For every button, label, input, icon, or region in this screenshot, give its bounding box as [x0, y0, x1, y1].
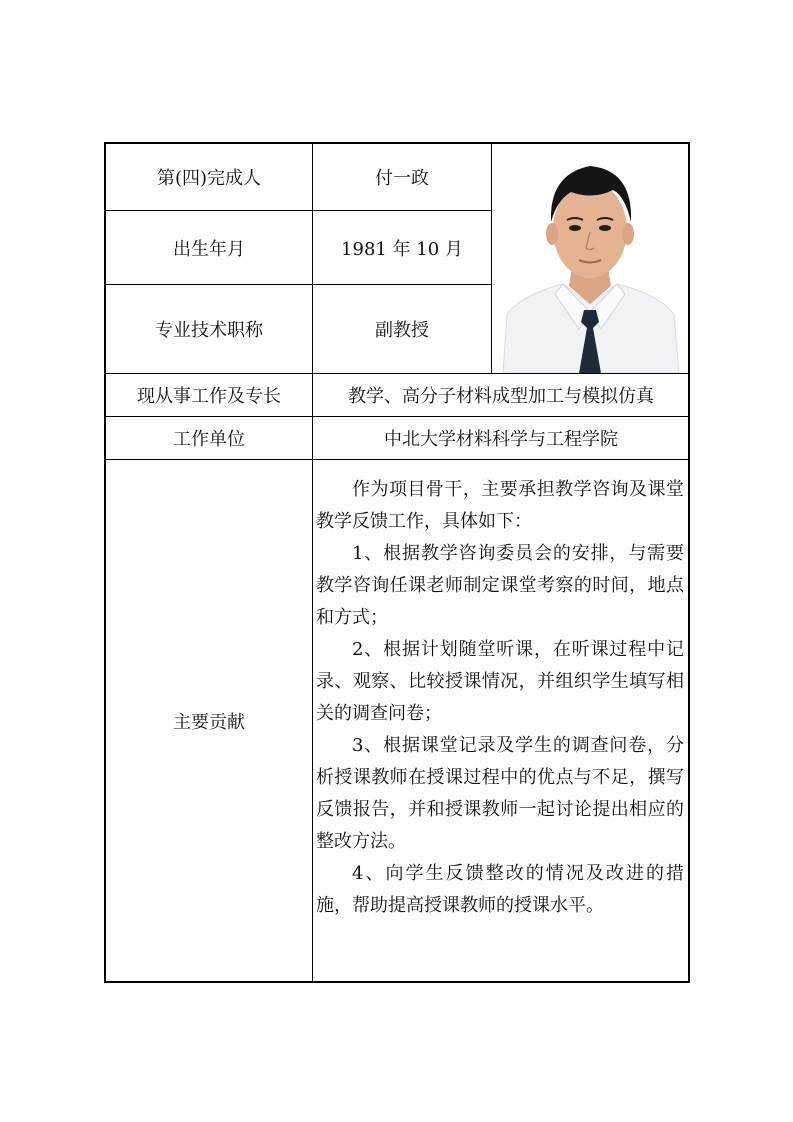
work-value: 教学、高分子材料成型加工与模拟仿真 [348, 386, 654, 407]
table-divider [491, 143, 492, 374]
birth-label: 出生年月 [173, 238, 245, 260]
contribution-paragraph: 4、向学生反馈整改的情况及改进的措施，帮助提高授课教师的授课水平。 [316, 863, 684, 916]
birth-value: 1981 年 10 月 [341, 238, 463, 260]
completer-name: 付一政 [375, 168, 429, 189]
contribution-paragraph: 作为项目骨干，主要承担教学咨询及课堂教学反馈工作，具体如下： [316, 479, 684, 532]
unit-label: 工作单位 [173, 429, 245, 450]
unit-value: 中北大学材料科学与工程学院 [384, 429, 618, 450]
contribution-paragraph: 1、根据教学咨询委员会的安排，与需要教学咨询任课老师制定课堂考察的时间，地点和方式； [316, 543, 684, 628]
portrait-photo [493, 144, 688, 373]
contribution-text [316, 474, 684, 922]
contribution-label: 主要贡献 [173, 712, 245, 733]
contribution-paragraph: 2、根据计划随堂听课，在听课过程中记录、观察、比较授课情况，并组织学生填写相关的调查问卷； [316, 639, 684, 724]
completer-label: 第(四)完成人 [156, 168, 262, 189]
contribution-paragraph: 3、根据课堂记录及学生的调查问卷，分析授课教师在授课过程中的优点与不足，撰写反馈报告，并和授课教师一起讨论提出相应的整改方法。 [316, 735, 684, 852]
portrait-illustration [493, 144, 688, 373]
work-label: 现从事工作及专长 [137, 386, 281, 407]
title-label: 专业技术职称 [155, 320, 263, 341]
title-value: 副教授 [375, 320, 429, 341]
